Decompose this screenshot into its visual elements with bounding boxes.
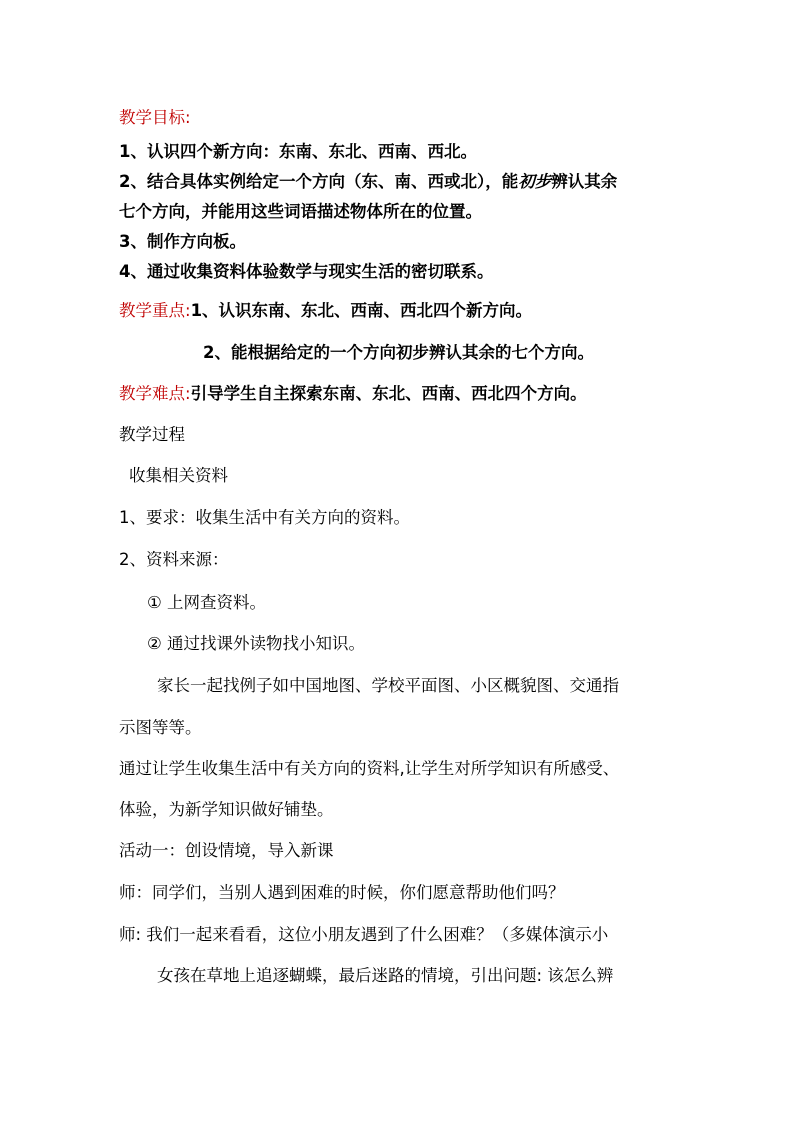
goal-item-2-line-2: 七个方向，并能用这些词语描述物体所在的位置。 — [119, 202, 482, 221]
key-points-label: 教学重点: — [119, 301, 191, 320]
purpose-paragraph-line-1: 通过让学生收集生活中有关方向的资料,让学生对所学知识有所感受、 — [119, 759, 620, 778]
purpose-paragraph-line-2: 体验，为新学知识做好铺垫。 — [119, 800, 334, 819]
activity-title: 活动一：创设情境，导入新课 — [119, 841, 334, 860]
dialogue-line-1: 师：同学们，当别人遇到困难的时候，你们愿意帮助他们吗？ — [119, 883, 565, 902]
goal-item-2-text-a: 2、结合具体实例给定一个方向（东、南、西或北），能 — [119, 172, 519, 191]
goal-item-1: 1、认识四个新方向：东南、东北、西南、西北。 — [119, 142, 477, 161]
goal-item-2-text-italic: 初步 — [518, 172, 552, 191]
difficulty-label: 教学难点: — [119, 384, 191, 403]
source-heading: 2、资料来源： — [119, 550, 229, 569]
parents-paragraph-line-2: 示图等等。 — [119, 718, 202, 737]
goals-heading: 教学目标: — [119, 108, 191, 127]
dialogue-line-2: 师: 我们一起来看看，这位小朋友遇到了什么困难？（多媒体演示小 — [119, 925, 609, 944]
key-point-1: 1、认识东南、东北、西南、西北四个新方向。 — [190, 301, 533, 320]
dialogue-line-3: 女孩在草地上追逐蝴蝶，最后迷路的情境，引出问题: 该怎么辨 — [157, 966, 614, 985]
goal-item-4: 4、通过收集资料体验数学与现实生活的密切联系。 — [119, 262, 494, 281]
process-subheading: 收集相关资料 — [129, 466, 228, 485]
requirement-item: 1、要求：收集生活中有关方向的资料。 — [119, 508, 410, 527]
goal-item-2-text-c: 辨认其余 — [551, 172, 618, 191]
difficulty-text: 引导学生自主探索东南、东北、西南、西北四个方向。 — [190, 384, 587, 403]
key-point-2: 2、能根据给定的一个方向初步辨认其余的七个方向。 — [203, 343, 594, 362]
parents-paragraph-line-1: 家长一起找例子如中国地图、学校平面图、小区概貌图、交通指 — [157, 676, 619, 695]
process-heading: 教学过程 — [119, 425, 185, 444]
goal-item-3: 3、制作方向板。 — [119, 232, 246, 251]
source-item-2: ② 通过找课外读物找小知识。 — [147, 634, 366, 653]
key-points-line-1 — [119, 301, 532, 321]
goal-item-2-line-1 — [119, 172, 617, 192]
difficulty-line — [119, 384, 587, 404]
source-item-1: ① 上网查资料。 — [147, 593, 267, 612]
